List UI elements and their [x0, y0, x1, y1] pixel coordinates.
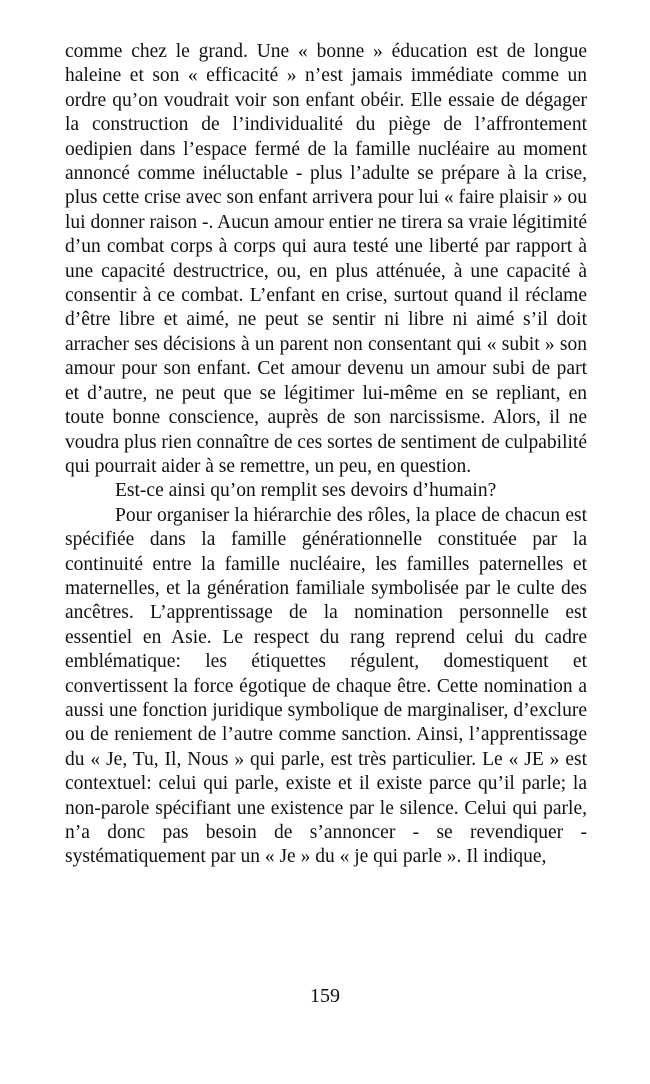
paragraph-2: Est-ce ainsi qu’on remplit ses devoirs d’humain? — [115, 480, 497, 502]
page-body — [65, 40, 587, 870]
page-number: 159 — [310, 985, 340, 1007]
paragraph-1: comme chez le grand. Une « bonne » éducation est de longue haleine et son « efficacité » n’est jamais immédiate comme un ordre qu’on voudrait voir son enfant obéir. Elle essaie de dégager la construction de l’individualité du piège de l’affrontement oedipien dans l’espace fermé de la famille nucléaire au moment annoncé comme inéluctable - plus l’adulte se prépare à la crise, plus cette crise avec son enfant arrivera pour lui « faire plaisir » ou lui donner raison -. Aucun amour entier ne tirera sa vraie légitimité d’un combat corps à corps qui aura testé une liberté par rapport à une capacité destructrice, ou, en plus atténuée, à une capacité à consentir à ce combat. L’enfant en crise, surtout quand il réclame d’être libre et aimé, ne peut se sentir ni libre ni aimé s’il doit arracher ses décisions à un parent non consentant qui « subit » son amour pour son enfant. Cet amour devenu un amour subi de part et d’autre, ne peut que se légitimer lui-même en se repliant, en toute bonne conscience, auprès de son narcissisme. Alors, il ne voudra plus rien connaître de ces sortes de sentiment de culpabilité qui pourrait aider à se remettre, un peu, en question. — [65, 41, 587, 477]
paragraph-3: Pour organiser la hiérarchie des rôles, la place de chacun est spécifiée dans la famille générationnelle constituée par la continuité entre la famille nucléaire, les familles paternelles et maternelles, et la génération familiale symbolisée par le culte des ancêtres. L’apprentissage de la nomination personnelle est essentiel en Asie. Le respect du rang reprend celui du cadre emblématique: les étiquettes régulent, domestiquent et convertissent la force égotique de chaque être. Cette nomination a aussi une fonction juridique symbolique de marginaliser, d’exclure ou de reniement de l’autre comme sanction. Ainsi, l’apprentissage du « Je, Tu, Il, Nous » qui parle, est très particulier. Le « JE » est contextuel: celui qui parle, existe et il existe parce qu’il parle; la non-parole spécifiant une existence par le silence. Celui qui parle, n’a donc pas besoin de s’annoncer - se revendiquer - systématiquement par un « Je » du « je qui parle ». Il indique, — [65, 504, 587, 868]
